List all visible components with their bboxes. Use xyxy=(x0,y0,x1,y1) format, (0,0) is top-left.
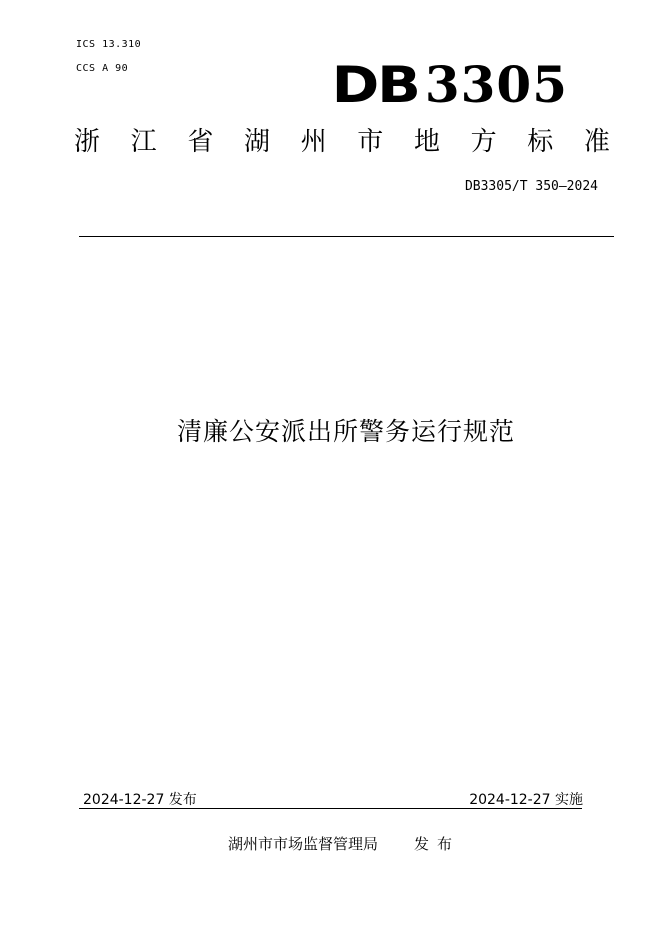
standard-type-char: 准 xyxy=(583,127,610,157)
ics-code: ICS 13.310 xyxy=(76,39,142,50)
standard-type-char: 浙 xyxy=(74,127,101,157)
standard-type-char: 江 xyxy=(130,127,157,157)
header-divider xyxy=(79,236,614,237)
standard-type-char: 市 xyxy=(357,127,384,157)
implement-date: 2024-12-27 实施 xyxy=(469,792,583,808)
publish-date: 2024-12-27 发布 xyxy=(83,792,197,808)
standard-type-char: 州 xyxy=(300,127,327,157)
standard-number: DB3305/T 350—2024 xyxy=(464,179,598,194)
ccs-code: CCS A 90 xyxy=(76,63,129,74)
issuing-authority: 湖州市市场监督管理局 xyxy=(228,835,379,853)
standard-type-char: 湖 xyxy=(243,127,270,157)
db-logo-prefix: DB xyxy=(331,56,419,114)
standard-type-title xyxy=(74,124,610,160)
footer-divider xyxy=(79,808,582,809)
document-title: 清廉公安派出所警务运行规范 xyxy=(176,417,515,446)
standard-type-char: 标 xyxy=(527,127,554,157)
db-logo xyxy=(331,55,568,114)
db-logo-code: 3305 xyxy=(424,55,568,114)
standard-type-char: 方 xyxy=(470,127,497,157)
issue-action: 发布 xyxy=(414,835,461,853)
standard-type-char: 省 xyxy=(187,127,214,157)
standard-type-char: 地 xyxy=(413,127,440,157)
